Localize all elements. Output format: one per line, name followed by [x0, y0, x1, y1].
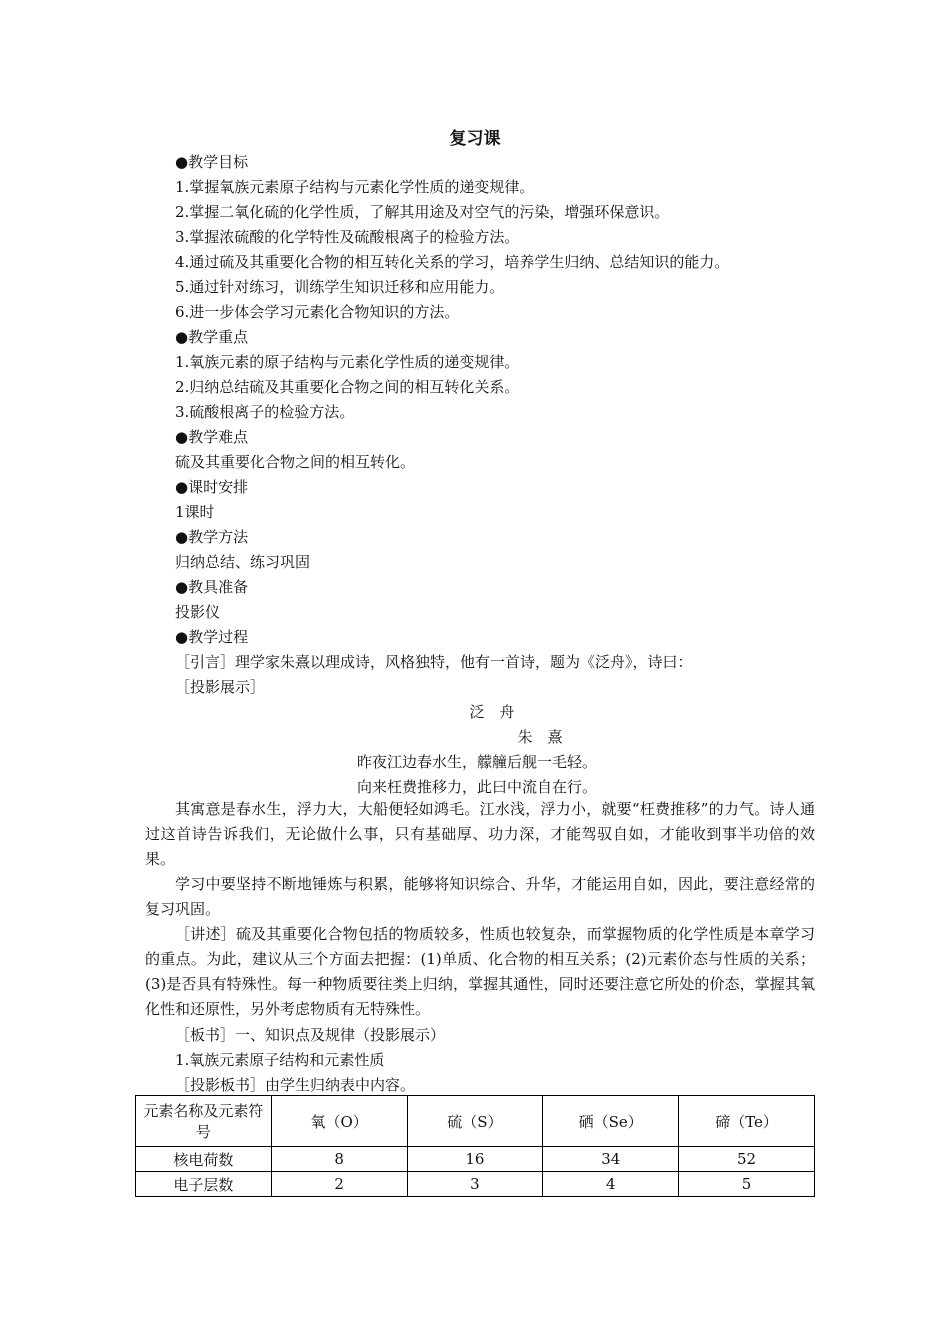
table-header-cell: 元素名称及元素符号	[136, 1096, 272, 1147]
board-projection: ［投影板书］由学生归纳表中内容。	[175, 1076, 416, 1094]
goals-heading: ●教学目标	[175, 153, 249, 171]
board-text: ［板书］一、知识点及规律（投影展示）	[175, 1026, 446, 1044]
goal-item: 6.进一步体会学习元素化合物知识的方法。	[175, 303, 460, 321]
focus-item: 1.氧族元素的原子结构与元素化学性质的递变规律。	[175, 353, 520, 371]
method-heading: ●教学方法	[175, 528, 249, 546]
table-header-row	[136, 1096, 815, 1147]
table-cell: 16	[407, 1147, 543, 1172]
paragraph-lecture: ［讲述］硫及其重要化合物包括的物质较多，性质也较复杂，而掌握物质的化学性质是本章学习的重点。为此，建议从三个方面去把握：(1)单质、化合物的相互关系；(2)元素价态与性质的关系；(3)是否具有特殊性。每一种物质要往类上归纳，掌握其通性，同时还要注意它所处的价态，掌握其氧化性和还原性，另外考虑物质有无特殊性。	[145, 925, 815, 1018]
table-header-cell: 硫（S）	[407, 1096, 543, 1147]
table-row	[136, 1172, 815, 1197]
hours-text: 1课时	[175, 503, 215, 521]
paragraph-explanation: 其寓意是春水生，浮力大，大船便轻如鸿毛。江水浅，浮力小，就要“枉费推移”的力气。诗人通过这首诗告诉我们，无论做什么事，只有基础厚、功力深，才能驾驭自如，才能收到事半功倍的效果。	[145, 800, 815, 868]
goal-item: 3.掌握浓硫酸的化学特性及硫酸根离子的检验方法。	[175, 228, 520, 246]
table-cell: 电子层数	[136, 1172, 272, 1197]
table-cell: 核电荷数	[136, 1147, 272, 1172]
table-header-cell: 硒（Se）	[543, 1096, 679, 1147]
table-cell: 4	[543, 1172, 679, 1197]
focus-item: 2.归纳总结硫及其重要化合物之间的相互转化关系。	[175, 378, 520, 396]
paragraph-review: 学习中要坚持不断地锤炼与积累，能够将知识综合、升华，才能运用自如，因此，要注意经常的复习巩固。	[145, 875, 815, 918]
page-title: 复习课	[449, 129, 501, 149]
tools-heading: ●教具准备	[175, 578, 249, 596]
table-cell: 3	[407, 1172, 543, 1197]
focus-item: 3.硫酸根离子的检验方法。	[175, 403, 355, 421]
table-cell: 52	[679, 1147, 815, 1172]
poem-line: 昨夜江边春水生，艨艟后舰一毛轻。	[357, 753, 598, 771]
difficulty-heading: ●教学难点	[175, 428, 249, 446]
goal-item: 2.掌握二氧化硫的化学性质，了解其用途及对空气的污染，增强环保意识。	[175, 203, 670, 221]
table-row	[136, 1147, 815, 1172]
process-heading: ●教学过程	[175, 628, 249, 646]
focus-heading: ●教学重点	[175, 328, 249, 346]
table-cell: 2	[271, 1172, 407, 1197]
intro-text: ［引言］理学家朱熹以理成诗，风格独特，他有一首诗，题为《泛舟》，诗曰：	[175, 653, 693, 671]
table-cell: 34	[543, 1147, 679, 1172]
difficulty-text: 硫及其重要化合物之间的相互转化。	[175, 453, 416, 471]
tools-text: 投影仪	[175, 603, 221, 621]
poem-author: 朱 熹	[517, 728, 563, 746]
board-item: 1.氧族元素原子结构和元素性质	[175, 1051, 385, 1069]
poem-title: 泛 舟	[469, 703, 515, 721]
method-text: 归纳总结、练习巩固	[175, 553, 311, 571]
table-header-cell: 碲（Te）	[679, 1096, 815, 1147]
goal-item: 1.掌握氧族元素原子结构与元素化学性质的递变规律。	[175, 178, 535, 196]
hours-heading: ●课时安排	[175, 478, 249, 496]
poem-line: 向来枉费推移力，此曰中流自在行。	[357, 778, 598, 796]
goal-item: 4.通过硫及其重要化合物的相互转化关系的学习，培养学生归纳、总结知识的能力。	[175, 253, 730, 271]
element-table	[135, 1095, 815, 1197]
goal-item: 5.通过针对练习，训练学生知识迁移和应用能力。	[175, 278, 505, 296]
projection-label: ［投影展示］	[175, 678, 266, 696]
table-cell: 8	[271, 1147, 407, 1172]
table-cell: 5	[679, 1172, 815, 1197]
table-header-cell: 氧（O）	[271, 1096, 407, 1147]
